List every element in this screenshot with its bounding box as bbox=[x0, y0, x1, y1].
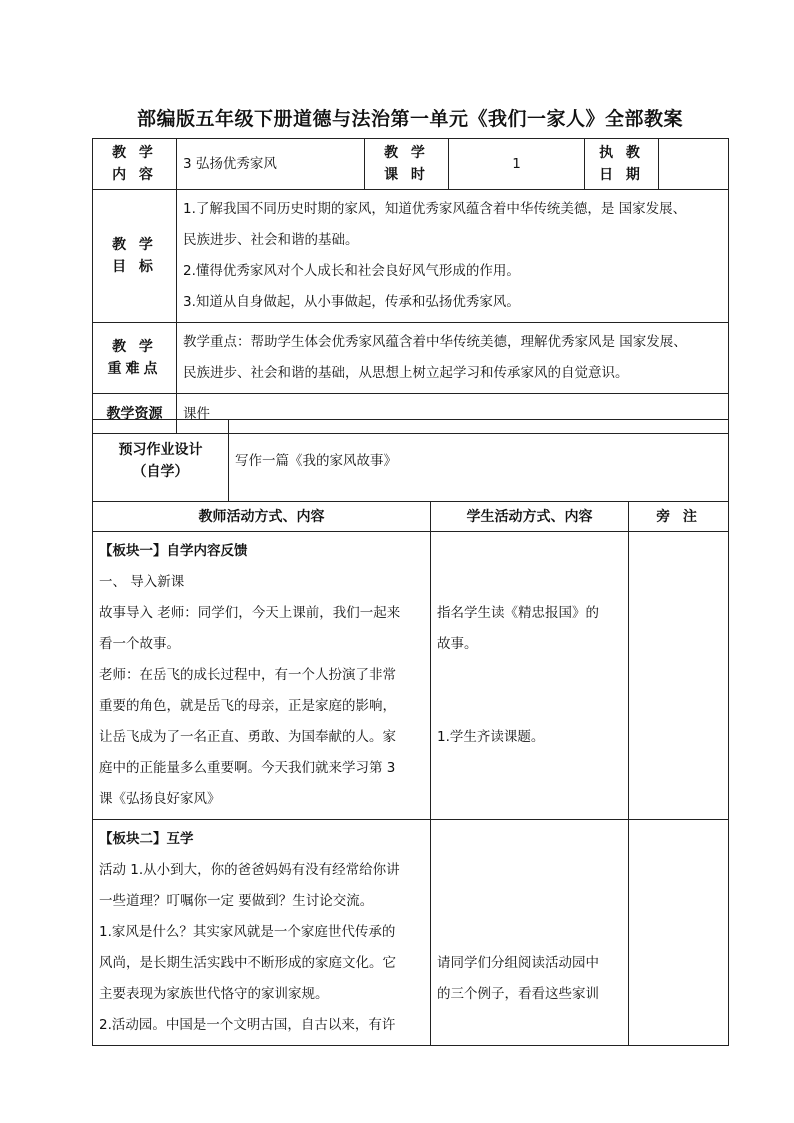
resources-value: 课件 bbox=[177, 394, 729, 434]
resources-label: 教学资源 bbox=[93, 394, 177, 434]
student-activity-header: 学生活动方式、内容 bbox=[431, 502, 629, 532]
preview-label: 预习作业设计 （自学） bbox=[93, 420, 229, 502]
preview-table bbox=[92, 419, 729, 502]
block1-heading: 【板块一】自学内容反馈 bbox=[99, 543, 248, 559]
block1-teacher: 【板块一】自学内容反馈 一、 导入新课 故事导入 老师：同学们，今天上课前，我们一起来 看一个故事。 老师：在岳飞的成长过程中，有一个人扮演了非常 重要的角色，就是岳飞的母亲，正是家庭的影响， 让岳飞成为了一名正直、勇敢、为国奉献的人。家 庭中的正能量多么重要啊。今天我们就来学习第 3 课《弘扬良好家风》 bbox=[93, 532, 431, 820]
notes-header: 旁 注 bbox=[629, 502, 729, 532]
block1-student: 指名学生读《精忠报国》的 故事。 1.学生齐读课题。 bbox=[431, 532, 629, 820]
block2-teacher: 【板块二】互学 活动 1.从小到大，你的爸爸妈妈有没有经常给你讲 一些道理？叮嘱你一定 要做到？生讨论交流。 1.家风是什么？其实家风就是一个家庭世代传承的 风尚，是长期生活实践中不断形成的家庭文化。它 主要表现为家族世代恪守的家训家规。 2.活动园。中国是一个文明古国，自古以来，有许 bbox=[93, 820, 431, 1046]
date-value bbox=[659, 139, 729, 190]
block2-student: 请同学们分组阅读活动园中 的三个例子，看看这些家训 bbox=[431, 820, 629, 1046]
period-value: 1 bbox=[449, 139, 585, 190]
preview-value: 写作一篇《我的家风故事》 bbox=[229, 420, 729, 502]
activities-table bbox=[92, 501, 729, 1046]
objectives-label: 教 学 目 标 bbox=[93, 190, 177, 323]
block2-notes bbox=[629, 820, 729, 1046]
key-points-content: 教学重点：帮助学生体会优秀家风蕴含着中华传统美德，理解优秀家风是 国家发展、 民族进步、社会和谐的基础，从思想上树立起学习和传承家风的自觉意识。 bbox=[177, 323, 729, 394]
teacher-activity-header: 教师活动方式、内容 bbox=[93, 502, 431, 532]
period-label: 教 学 课 时 bbox=[365, 139, 449, 190]
lesson-info-table bbox=[92, 138, 729, 434]
date-label: 执 教 日 期 bbox=[585, 139, 659, 190]
objectives-content: 1.了解我国不同历史时期的家风，知道优秀家风蕴含着中华传统美德，是 国家发展、 民族进步、社会和谐的基础。 2.懂得优秀家风对个人成长和社会良好风气形成的作用。 3.知道从自身做起，从小事做起，传承和弘扬优秀家风。 bbox=[177, 190, 729, 323]
key-points-label: 教 学 重难点 bbox=[93, 323, 177, 394]
content-label: 教 学 内 容 bbox=[93, 139, 177, 190]
content-value: 3 弘扬优秀家风 bbox=[177, 139, 365, 190]
page-title: 部编版五年级下册道德与法治第一单元《我们一家人》全部教案 bbox=[136, 108, 683, 130]
block1-notes bbox=[629, 532, 729, 820]
block2-heading: 【板块二】互学 bbox=[99, 831, 194, 847]
